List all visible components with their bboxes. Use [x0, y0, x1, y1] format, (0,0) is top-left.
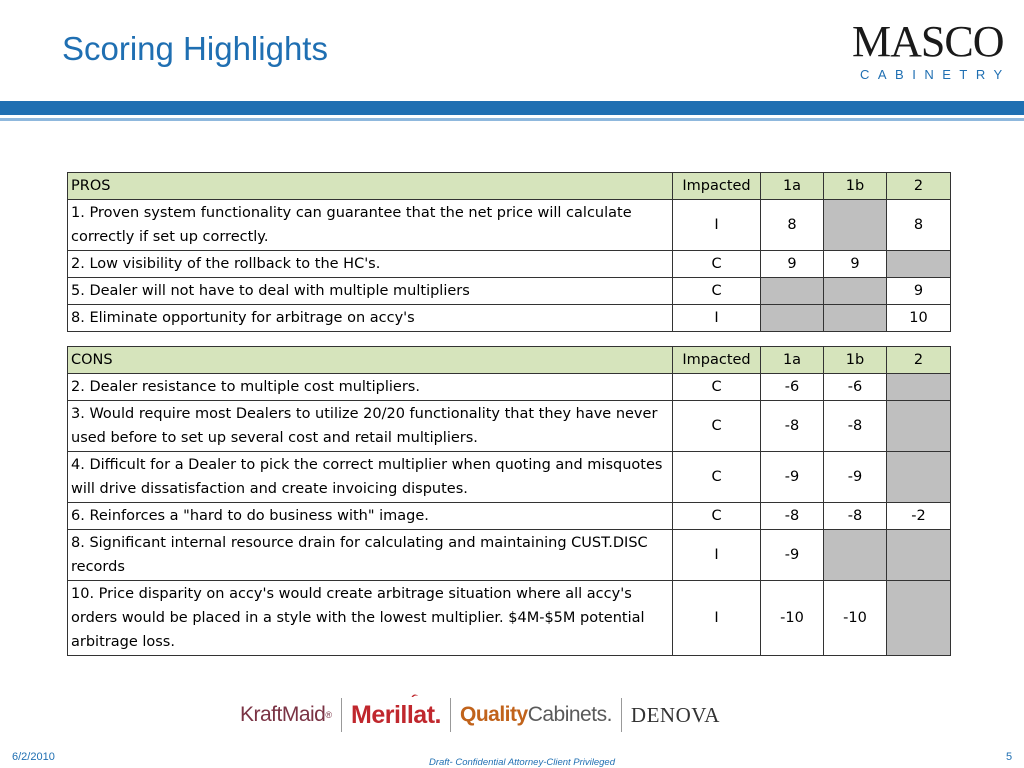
brand-logos — [240, 690, 800, 740]
row-score-2: 8 — [887, 200, 951, 251]
row-score-2: 9 — [887, 278, 951, 305]
row-score-2 — [887, 452, 951, 503]
cons-header-label: CONS — [68, 347, 673, 374]
header-divider-thin — [0, 118, 1024, 121]
row-impacted: C — [673, 452, 761, 503]
table-row — [68, 503, 951, 530]
header-1a: 1a — [761, 173, 824, 200]
kraftmaid-text: KraftMaid — [240, 703, 326, 726]
row-description: 4. Difficult for a Dealer to pick the correct multiplier when quoting and misquotes will drive dissatisfaction and create invoicing disputes. — [68, 452, 673, 503]
header-divider-bar — [0, 101, 1024, 115]
row-description: 10. Price disparity on accy's would create arbitrage situation where all accy's orders would be placed in a style with the lowest multiplier. $4M-$5M potential arbitrage loss. — [68, 581, 673, 656]
slide-title: Scoring Highlights — [62, 30, 328, 67]
table-row — [68, 581, 951, 656]
table-row — [68, 251, 951, 278]
row-description: 2. Low visibility of the rollback to the HC's. — [68, 251, 673, 278]
row-impacted: I — [673, 200, 761, 251]
denova-logo — [631, 703, 720, 728]
row-score-1a: -9 — [761, 452, 824, 503]
row-score-1b — [824, 278, 887, 305]
row-score-1b: -9 — [824, 452, 887, 503]
row-score-1a: -9 — [761, 530, 824, 581]
table-row — [68, 530, 951, 581]
merillat-swoosh-icon — [411, 688, 441, 708]
row-score-2 — [887, 374, 951, 401]
pros-header-label: PROS — [68, 173, 673, 200]
cabinets-text: Cabinets. — [527, 703, 612, 726]
row-description: 8. Eliminate opportunity for arbitrage on accy's — [68, 305, 673, 332]
row-score-1b: -10 — [824, 581, 887, 656]
row-impacted: C — [673, 374, 761, 401]
brand-separator — [621, 698, 622, 732]
denova-text: DENOVA — [630, 702, 720, 727]
footer-confidential-note: Draft- Confidential Attorney-Client Privileged — [428, 757, 616, 768]
table-row — [68, 401, 951, 452]
brand-separator — [450, 698, 451, 732]
row-score-1a: 9 — [761, 251, 824, 278]
cons-table — [67, 346, 951, 656]
header-1b: 1b — [824, 347, 887, 374]
row-description: 3. Would require most Dealers to utilize 20/20 functionality that they have never used before to set up several cost and retail multipliers. — [68, 401, 673, 452]
row-score-2 — [887, 581, 951, 656]
row-score-1b — [824, 200, 887, 251]
row-score-1b: 9 — [824, 251, 887, 278]
row-description: 8. Significant internal resource drain for calculating and maintaining CUST.DISC records — [68, 530, 673, 581]
row-score-2 — [887, 251, 951, 278]
row-score-1b — [824, 305, 887, 332]
logo-sub-text: CABINETRY — [860, 67, 1011, 82]
row-score-2 — [887, 530, 951, 581]
row-impacted: C — [673, 251, 761, 278]
footer-page-number: 5 — [1006, 751, 1013, 763]
row-impacted: C — [673, 278, 761, 305]
row-description: 2. Dealer resistance to multiple cost multipliers. — [68, 374, 673, 401]
row-score-1a — [761, 278, 824, 305]
table-row — [68, 452, 951, 503]
table-row — [68, 305, 951, 332]
row-score-1a: 8 — [761, 200, 824, 251]
row-description: 1. Proven system functionality can guarantee that the net price will calculate correctly if set up correctly. — [68, 200, 673, 251]
row-impacted: C — [673, 503, 761, 530]
row-score-1b: -8 — [824, 401, 887, 452]
row-score-1a — [761, 305, 824, 332]
cons-header-row — [68, 347, 951, 374]
table-row — [68, 278, 951, 305]
row-impacted: I — [673, 530, 761, 581]
quality-cabinets-logo — [460, 703, 612, 727]
row-impacted: I — [673, 305, 761, 332]
row-score-2: 10 — [887, 305, 951, 332]
row-score-2 — [887, 401, 951, 452]
row-score-1b: -6 — [824, 374, 887, 401]
row-description: 5. Dealer will not have to deal with multiple multipliers — [68, 278, 673, 305]
header-1b: 1b — [824, 173, 887, 200]
row-score-1a: -6 — [761, 374, 824, 401]
merillat-text: Merillat. — [351, 700, 441, 729]
footer-date: 6/2/2010 — [12, 751, 55, 763]
pros-table — [67, 172, 951, 332]
row-description: 6. Reinforces a "hard to do business with" image. — [68, 503, 673, 530]
row-impacted: I — [673, 581, 761, 656]
table-row — [68, 374, 951, 401]
row-score-1b — [824, 530, 887, 581]
quality-text: Quality — [460, 703, 528, 726]
row-score-1a: -8 — [761, 503, 824, 530]
row-score-1b: -8 — [824, 503, 887, 530]
brand-separator — [341, 698, 342, 732]
pros-header-row — [68, 173, 951, 200]
row-score-1a: -10 — [761, 581, 824, 656]
merillat-logo — [351, 701, 441, 730]
row-impacted: C — [673, 401, 761, 452]
header-impacted: Impacted — [673, 173, 761, 200]
header-impacted: Impacted — [673, 347, 761, 374]
logo-main-text: MASCO — [852, 17, 1004, 66]
header-2: 2 — [887, 347, 951, 374]
table-row — [68, 200, 951, 251]
header-2: 2 — [887, 173, 951, 200]
header-1a: 1a — [761, 347, 824, 374]
masco-cabinetry-logo — [852, 17, 1011, 82]
registered-mark: ® — [325, 710, 333, 720]
row-score-1a: -8 — [761, 401, 824, 452]
kraftmaid-logo — [240, 703, 332, 727]
row-score-2: -2 — [887, 503, 951, 530]
